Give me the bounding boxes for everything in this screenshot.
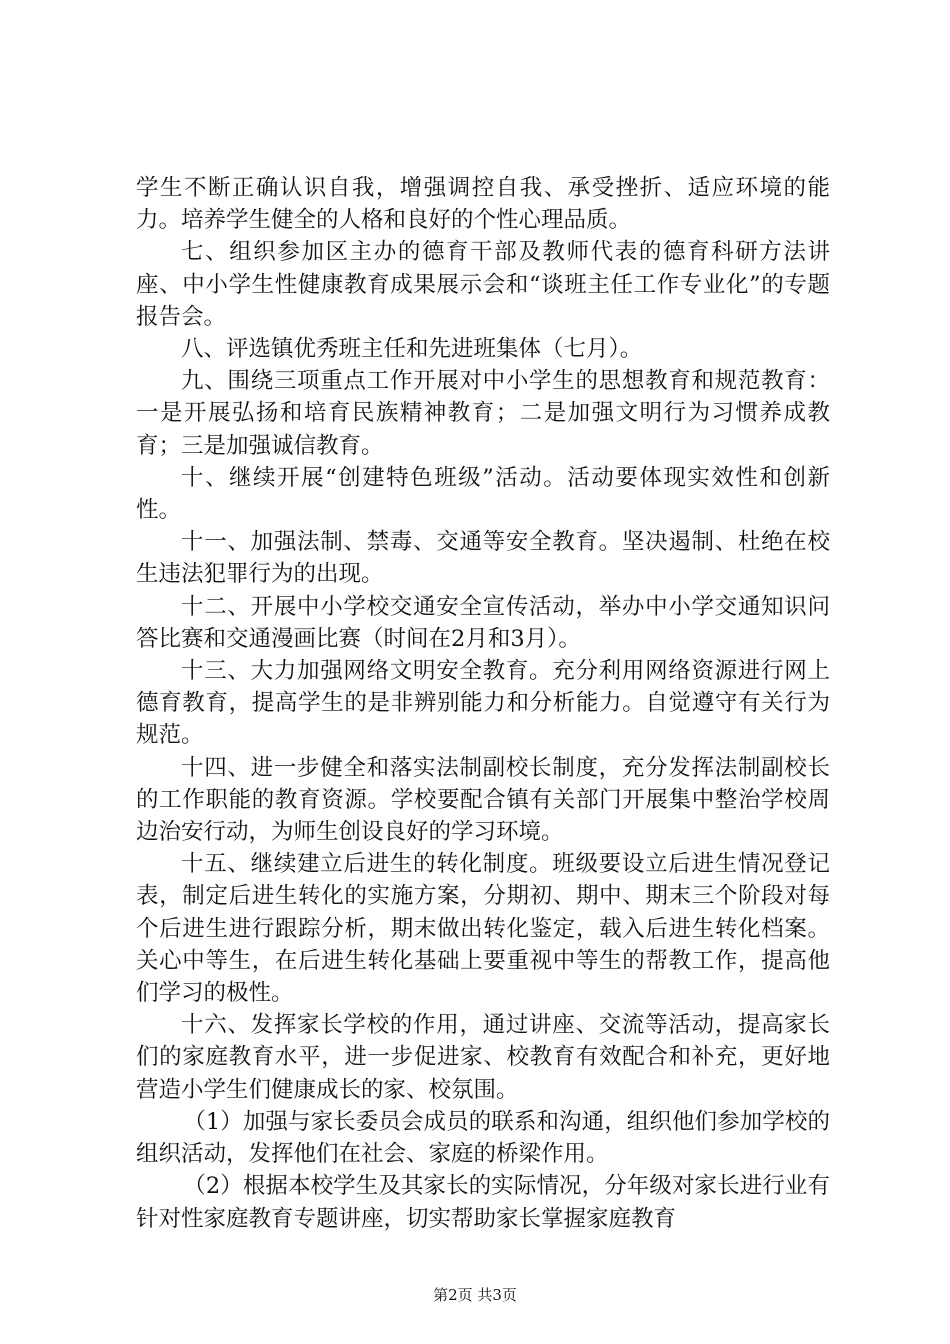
paragraph-9: 十四、进一步健全和落实法制副校长制度，充分发挥法制副校长的工作职能的教育资源。学校要配合镇有关部门开展集中整治学校周边治安行动，为师生创设良好的学习环境。 bbox=[136, 754, 830, 846]
page-number-footer: 第2页 共3页 bbox=[433, 1286, 517, 1304]
paragraph-10: 十五、继续建立后进生的转化制度。班级要设立后进生情况登记表，制定后进生转化的实施方案，分期初、期中、期末三个阶段对每个后进生进行跟踪分析，期末做出转化鉴定，载入后进生转化档案。关心中等生，在后进生转化基础上要重视中等生的帮教工作，提高他们学习的极性。 bbox=[136, 851, 830, 1007]
paragraph-2: 七、组织参加区主办的德育干部及教师代表的德育科研方法讲座、中小学生性健康教育成果展示会和“谈班主任工作专业化”的专题报告会。 bbox=[136, 239, 830, 330]
paragraph-7: 十二、开展中小学校交通安全宣传活动，举办中小学交通知识问答比赛和交通漫画比赛（时间在2月和3月）。 bbox=[136, 593, 830, 652]
paragraph-13: （2）根据本校学生及其家长的实际情况，分年级对家长进行业有针对性家庭教育专题讲座，切实帮助家长掌握家庭教育 bbox=[136, 1173, 830, 1232]
paragraph-11: 十六、发挥家长学校的作用，通过讲座、交流等活动，提高家长们的家庭教育水平，进一步促进家、校教育有效配合和补充，更好地营造小学生们健康成长的家、校氛围。 bbox=[136, 1012, 830, 1103]
paragraph-6: 十一、加强法制、禁毒、交通等安全教育。坚决遏制、杜绝在校生违法犯罪行为的出现。 bbox=[136, 529, 830, 588]
paragraph-5: 十、继续开展“创建特色班级”活动。活动要体现实效性和创新性。 bbox=[136, 464, 830, 524]
paragraph-12: （1）加强与家长委员会成员的联系和沟通，组织他们参加学校的组织活动，发挥他们在社会、家庭的桥梁作用。 bbox=[136, 1108, 830, 1168]
paragraph-1: 学生不断正确认识自我，增强调控自我、承受挫折、适应环境的能力。培养学生健全的人格和良好的个性心理品质。 bbox=[136, 175, 830, 234]
paragraph-3: 八、评选镇优秀班主任和先进班集体（七月）。 bbox=[181, 336, 643, 363]
paragraph-8: 十三、大力加强网络文明安全教育。充分利用网络资源进行网上德育教育，提高学生的是非辨别能力和分析能力。自觉遵守有关行为规范。 bbox=[136, 658, 830, 749]
document-body bbox=[136, 172, 830, 1235]
paragraph-4: 九、围绕三项重点工作开展对中小学生的思想教育和规范教育：一是开展弘扬和培育民族精神教育；二是加强文明行为习惯养成教育；三是加强诚信教育。 bbox=[136, 368, 830, 459]
